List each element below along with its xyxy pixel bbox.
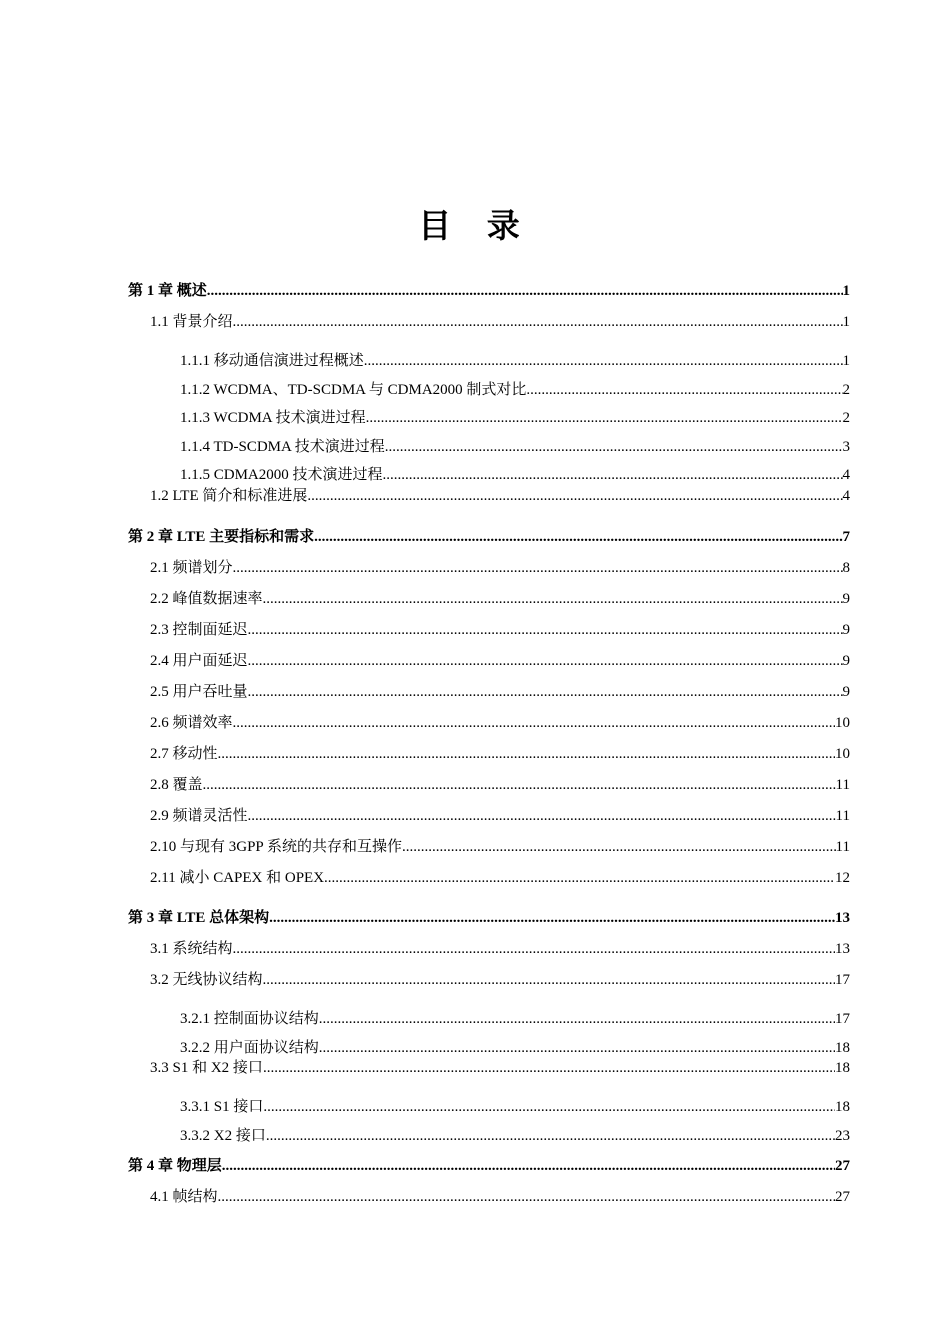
toc-page-number: 12 — [835, 870, 850, 886]
toc-entry-label: 3.1 系统结构 — [150, 941, 233, 957]
toc-page-number: 8 — [842, 560, 850, 576]
toc-page-number: 18 — [835, 1040, 850, 1056]
toc-entry-section[interactable] — [150, 486, 850, 506]
toc-leader-dots — [307, 486, 842, 506]
toc-entry-label: 1.2 LTE 简介和标准进展 — [150, 488, 308, 504]
toc-leader-dots — [218, 1187, 835, 1207]
toc-page-number: 1 — [842, 314, 850, 330]
toc-leader-dots — [269, 908, 835, 928]
toc-entry-label: 2.2 峰值数据速率 — [150, 591, 263, 607]
toc-leader-dots — [366, 408, 843, 428]
toc-page-number: 1 — [842, 283, 850, 299]
toc-entry-section[interactable] — [150, 970, 850, 990]
toc-entry-label: 2.10 与现有 3GPP 系统的共存和互操作 — [150, 839, 402, 855]
toc-entry-section[interactable] — [150, 806, 850, 826]
toc-page-number: 2 — [842, 382, 850, 398]
toc-entry-label: 第 4 章 物理层 — [128, 1158, 222, 1174]
toc-entry-subsection[interactable] — [180, 351, 850, 371]
toc-leader-dots — [402, 837, 836, 857]
toc-entry-subsection[interactable] — [180, 1097, 850, 1117]
toc-entry-label: 2.8 覆盖 — [150, 777, 203, 793]
toc-entry-subsection[interactable] — [180, 1126, 850, 1146]
toc-entry-label: 3.3 S1 和 X2 接口 — [150, 1060, 263, 1076]
toc-entry-section[interactable] — [150, 1058, 850, 1078]
toc-entry-label: 1.1.1 移动通信演进过程概述 — [180, 353, 364, 369]
toc-page-number: 17 — [835, 1011, 850, 1027]
toc-leader-dots — [233, 558, 843, 578]
toc-entry-label: 第 2 章 LTE 主要指标和需求 — [128, 529, 315, 545]
toc-entry-section[interactable] — [150, 1187, 850, 1207]
toc-page-number: 11 — [835, 777, 850, 793]
toc-entry-label: 2.4 用户面延迟 — [150, 653, 248, 669]
toc-entry-label: 3.3.2 X2 接口 — [180, 1128, 266, 1144]
toc-page-number: 11 — [835, 808, 850, 824]
toc-leader-dots — [218, 744, 835, 764]
toc-entry-label: 2.3 控制面延迟 — [150, 622, 248, 638]
toc-page-number: 10 — [835, 715, 850, 731]
toc-page-number: 4 — [842, 467, 850, 483]
toc-entry-section[interactable] — [150, 682, 850, 702]
toc-entry-label: 3.2.1 控制面协议结构 — [180, 1011, 319, 1027]
toc-entry-label: 3.2 无线协议结构 — [150, 972, 263, 988]
toc-entry-section[interactable] — [150, 558, 850, 578]
toc-leader-dots — [263, 970, 835, 990]
toc-entry-label: 1.1.5 CDMA2000 技术演进过程 — [180, 467, 383, 483]
toc-entry-label: 第 1 章 概述 — [128, 283, 207, 299]
toc-leader-dots — [263, 1058, 835, 1078]
toc-entry-section[interactable] — [150, 651, 850, 671]
toc-entry-section[interactable] — [150, 312, 850, 332]
toc-leader-dots — [263, 1097, 835, 1117]
toc-page-number: 13 — [835, 910, 850, 926]
toc-page-number: 10 — [835, 746, 850, 762]
toc-entry-label: 3.3.1 S1 接口 — [180, 1099, 264, 1115]
toc-entry-subsection[interactable] — [180, 380, 850, 400]
toc-entry-label: 2.1 频谱划分 — [150, 560, 233, 576]
toc-entry-label: 1.1 背景介绍 — [150, 314, 233, 330]
toc-page-number: 1 — [842, 353, 850, 369]
toc-page-number: 13 — [835, 941, 850, 957]
toc-leader-dots — [364, 351, 843, 371]
toc-entry-section[interactable] — [150, 713, 850, 733]
toc-entry-chapter-3[interactable] — [128, 908, 850, 928]
toc-leader-dots — [207, 281, 843, 301]
toc-leader-dots — [526, 380, 842, 400]
toc-page-number: 11 — [835, 839, 850, 855]
toc-page-number: 4 — [842, 488, 850, 504]
toc-leader-dots — [233, 312, 843, 332]
toc-entry-section[interactable] — [150, 775, 850, 795]
toc-entry-chapter-1[interactable] — [128, 281, 850, 301]
toc-entry-label: 2.6 频谱效率 — [150, 715, 233, 731]
toc-leader-dots — [319, 1009, 835, 1029]
toc-leader-dots — [263, 589, 843, 609]
toc-entry-section[interactable] — [150, 744, 850, 764]
toc-leader-dots — [248, 806, 836, 826]
toc-page-number: 18 — [835, 1060, 850, 1076]
toc-entry-subsection[interactable] — [180, 437, 850, 457]
toc-entry-label: 2.5 用户吞吐量 — [150, 684, 248, 700]
toc-entry-chapter-2[interactable] — [128, 527, 850, 547]
toc-page-number: 9 — [842, 653, 850, 669]
toc-page-number: 9 — [842, 684, 850, 700]
toc-page-number: 27 — [835, 1189, 850, 1205]
toc-page-number: 18 — [835, 1099, 850, 1115]
toc-leader-dots — [248, 620, 843, 640]
toc-leader-dots — [319, 1038, 835, 1058]
toc-entry-subsection[interactable] — [180, 1038, 850, 1058]
page-title: 目 录 — [418, 206, 532, 245]
toc-entry-label: 3.2.2 用户面协议结构 — [180, 1040, 319, 1056]
toc-entry-label: 2.9 频谱灵活性 — [150, 808, 248, 824]
toc-leader-dots — [203, 775, 836, 795]
toc-leader-dots — [233, 939, 835, 959]
toc-entry-label: 2.11 减小 CAPEX 和 OPEX — [150, 870, 325, 886]
toc-entry-label: 1.1.2 WCDMA、TD-SCDMA 与 CDMA2000 制式对比 — [180, 382, 527, 398]
toc-leader-dots — [233, 713, 835, 733]
toc-entry-section[interactable] — [150, 589, 850, 609]
toc-leader-dots — [248, 682, 843, 702]
toc-entry-label: 第 3 章 LTE 总体架构 — [128, 910, 270, 926]
toc-page-number: 2 — [842, 410, 850, 426]
toc-page-number: 3 — [842, 439, 850, 455]
toc-page-number: 23 — [835, 1128, 850, 1144]
toc-page-number: 9 — [842, 591, 850, 607]
toc-page-number: 9 — [842, 622, 850, 638]
toc-leader-dots — [222, 1156, 835, 1176]
toc-leader-dots — [314, 527, 842, 547]
toc-leader-dots — [385, 437, 843, 457]
toc-entry-label: 1.1.3 WCDMA 技术演进过程 — [180, 410, 366, 426]
toc-page-number: 17 — [835, 972, 850, 988]
toc-leader-dots — [248, 651, 843, 671]
toc-entry-label: 4.1 帧结构 — [150, 1189, 218, 1205]
toc-entry-section[interactable] — [150, 939, 850, 959]
toc-entry-label: 1.1.4 TD-SCDMA 技术演进过程 — [180, 439, 385, 455]
toc-page-number: 7 — [842, 529, 850, 545]
toc-leader-dots — [324, 868, 835, 888]
toc-entry-section[interactable] — [150, 868, 850, 888]
toc-entry-subsection[interactable] — [180, 1009, 850, 1029]
toc-entry-label: 2.7 移动性 — [150, 746, 218, 762]
toc-entry-section[interactable] — [150, 620, 850, 640]
toc-leader-dots — [383, 465, 843, 485]
toc-page-number: 27 — [835, 1158, 850, 1174]
toc-entry-section[interactable] — [150, 837, 850, 857]
toc-leader-dots — [266, 1126, 835, 1146]
toc-entry-chapter-4[interactable] — [128, 1156, 850, 1176]
toc-entry-subsection[interactable] — [180, 465, 850, 485]
toc-entry-subsection[interactable] — [180, 408, 850, 428]
